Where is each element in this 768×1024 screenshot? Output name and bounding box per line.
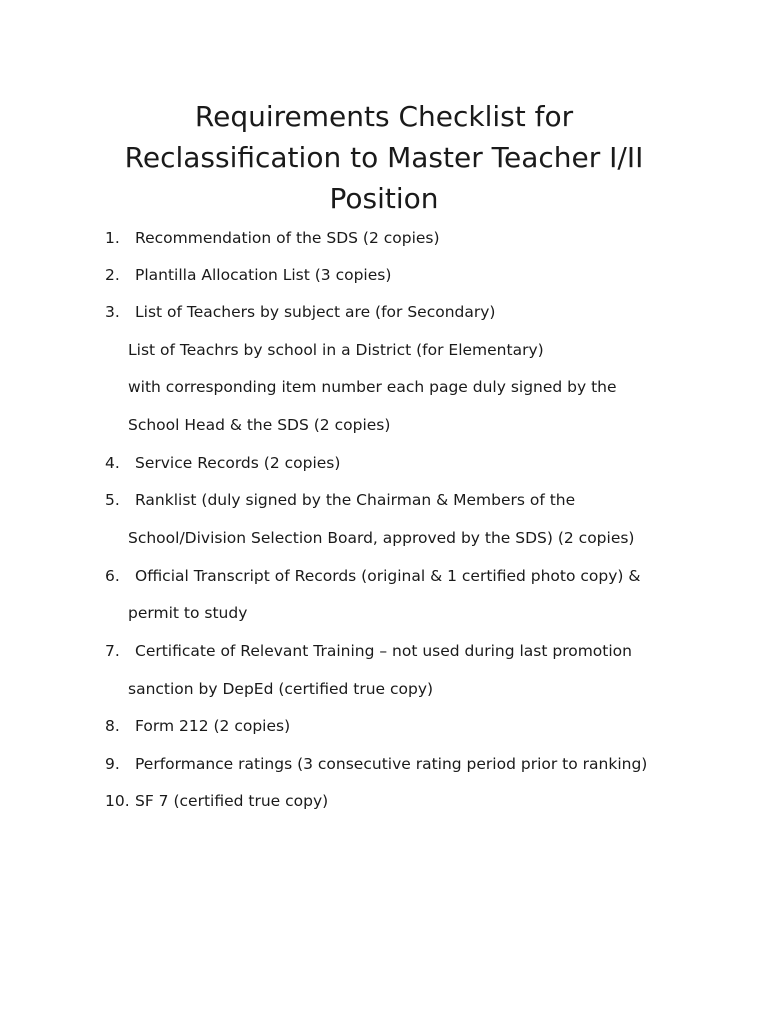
list-item-text: Official Transcript of Records (original & 1 certified photo copy) & (135, 567, 641, 585)
list-item-number: 10. (105, 792, 130, 810)
list-item-number: 5. (105, 491, 120, 509)
list-item-number: 9. (105, 755, 120, 773)
list-item-number: 1. (105, 229, 120, 247)
list-item-text: Ranklist (duly signed by the Chairman & Members of the (135, 491, 576, 509)
list-item-text: Form 212 (2 copies) (135, 717, 291, 735)
list-item-text: Certificate of Relevant Training – not used during last promotion (135, 642, 632, 660)
list-item-text: SF 7 (certified true copy) (135, 792, 329, 810)
list-item-number: 2. (105, 266, 120, 284)
list-item-text: Performance ratings (3 consecutive rating period prior to ranking) (135, 755, 648, 773)
list-item-text: School Head & the SDS (2 copies) (128, 416, 391, 434)
list-item-text: List of Teachrs by school in a District (for Elementary) (128, 341, 544, 359)
list-item-text: List of Teachers by subject are (for Secondary) (135, 303, 496, 321)
list-item-text: Plantilla Allocation List (3 copies) (135, 266, 392, 284)
list-item-number: 7. (105, 642, 120, 660)
list-item-number: 4. (105, 454, 120, 472)
list-item-text: permit to study (128, 604, 248, 622)
list-item-number: 6. (105, 567, 120, 585)
list-item-text: sanction by DepEd (certified true copy) (128, 680, 434, 698)
document-title-line: Position (329, 182, 439, 215)
list-item-number: 8. (105, 717, 120, 735)
list-item-text: Service Records (2 copies) (135, 454, 341, 472)
document-title-line: Reclassification to Master Teacher I/II (124, 141, 644, 174)
list-item-number: 3. (105, 303, 120, 321)
list-item-text: Recommendation of the SDS (2 copies) (135, 229, 440, 247)
list-item-text: with corresponding item number each page duly signed by the (128, 378, 617, 396)
document-title-line: Requirements Checklist for (194, 100, 574, 133)
list-item-text: School/Division Selection Board, approved by the SDS) (2 copies) (128, 529, 635, 547)
